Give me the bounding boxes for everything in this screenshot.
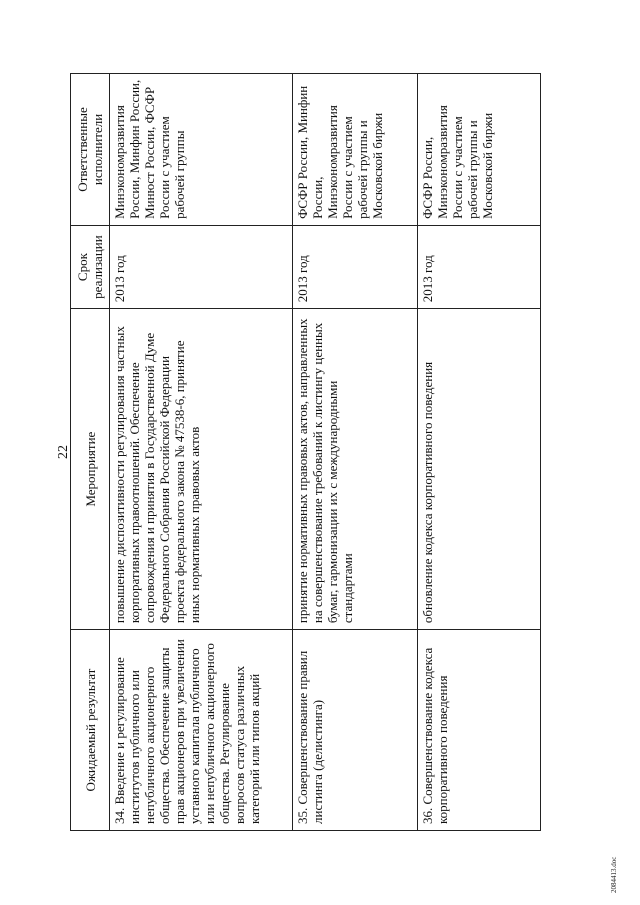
cell-measure: обновление кодекса корпоративного поведения [418,309,541,630]
action-plan-table [70,73,541,831]
page-number: 22 [56,445,71,459]
header-term: Срок реализации [71,225,110,308]
table-header-row [71,74,110,831]
cell-term: 2013 год [110,225,293,308]
cell-term: 2013 год [418,225,541,308]
cell-term: 2013 год [293,225,418,308]
cell-result: 35. Совершенствование правил листинга (делистинга) [293,630,418,831]
table-row [293,74,418,831]
cell-result: 36. Совершенствование кодекса корпоративного поведения [418,630,541,831]
table-row [418,74,541,831]
cell-measure: принятие нормативных правовых актов, направленных на совершенствование требований к листингу ценных бумаг, гармонизации их с международными стандартами [293,309,418,630]
cell-responsible: Минэкономразвития России, Минфин России, Минюст России, ФСФР России с участием рабочей группы [110,74,293,226]
header-responsible: Ответственные исполнители [71,74,110,226]
header-measure: Мероприятие [71,309,110,630]
cell-responsible: ФСФР России, Минэкономразвития России с участием рабочей группы и Московской биржи [418,74,541,226]
cell-result: 34. Введение и регулирование институтов публичного или непубличного акционерного общества. Обеспечение защиты прав акционеров при увеличении уставного капитала публичного или непубличного акционерного общества. Регулирование вопросов статуса различных категорий или типов акций [110,630,293,831]
header-expected-result: Ожидаемый результат [71,630,110,831]
cell-responsible: ФСФР России, Минфин России, Минэкономразвития России с участием рабочей группы и Московской биржи [293,74,418,226]
cell-measure: повышение диспозитивности регулирования частных корпоративных правоотношений. Обеспечение сопровождения и принятия в Государственной Думе Федерального Собрания Российской Федерации проекта федерального закона № 47538-6, принятие иных нормативных правовых актов [110,309,293,630]
file-code: 2084413.doc [610,856,618,893]
table-row [110,74,293,831]
